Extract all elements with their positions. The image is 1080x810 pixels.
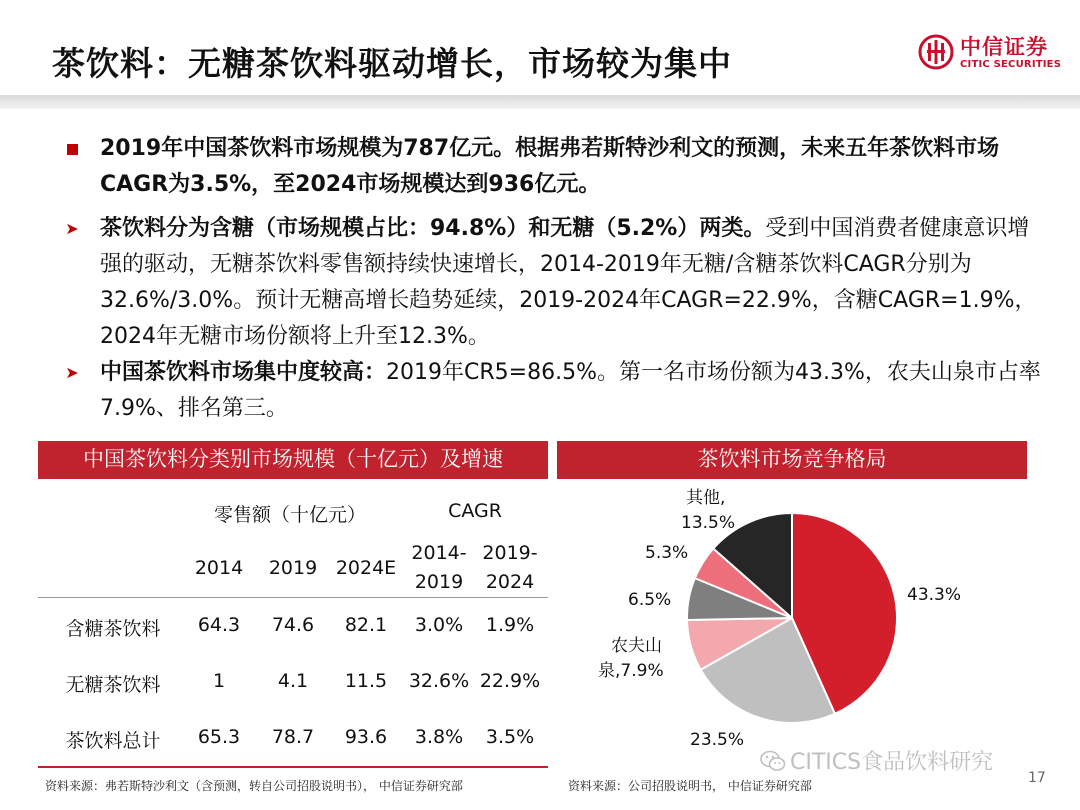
table-cell: 3.8%	[414, 726, 464, 748]
table-cell: 74.6	[271, 614, 315, 636]
table-header-cagr-period: 2019	[414, 571, 464, 593]
table-panel-title: 中国茶饮料分类别市场规模（十亿元）及增速	[38, 441, 548, 477]
table-header-rule	[38, 597, 548, 598]
citic-logo-icon	[918, 34, 954, 70]
table-cell: 1	[212, 670, 226, 692]
table-group-retail: 零售额（十亿元）	[213, 504, 366, 526]
table-header-year: 2014	[194, 557, 244, 579]
header-divider	[0, 95, 1080, 109]
table-header-cagr-period: 2019-	[482, 542, 538, 564]
pie-panel-title: 茶饮料市场竞争格局	[557, 441, 1027, 477]
table-header-year: 2019	[268, 557, 318, 579]
logo-english-name: CITIC SECURITIES	[960, 59, 1062, 70]
table-cell: 22.9%	[479, 670, 541, 692]
arrow-bullet-icon: ➤	[65, 363, 79, 382]
pie-label-nongfu-line1: 农夫山	[611, 636, 662, 656]
pie-label-first: 43.3%	[907, 585, 962, 605]
table-bottom-rule	[38, 766, 548, 768]
table-cell: 11.5	[344, 670, 388, 692]
bullet-3-bold: 中国茶饮料市场集中度较高：	[100, 360, 387, 385]
table-cell: 64.3	[197, 614, 241, 636]
bullet-2-bold: 茶饮料分为含糖（市场规模占比：94.8%）和无糖（5.2%）两类。	[100, 216, 766, 241]
wechat-icon	[760, 748, 786, 774]
table-cell: 3.5%	[485, 726, 535, 748]
table-row-label: 茶饮料总计	[65, 730, 161, 752]
table-cell: 82.1	[344, 614, 388, 636]
table-row-label: 含糖茶饮料	[65, 618, 161, 640]
bullet-1-bold: 2019年中国茶饮料市场规模为787亿元。根据弗若斯特沙利文的预测，未来五年茶饮料市场CAGR为3.5%，至2024市场规模达到936亿元。	[100, 136, 1000, 197]
table-cell: 3.0%	[414, 614, 464, 636]
table-cell: 32.6%	[408, 670, 470, 692]
table-cell: 78.7	[271, 726, 315, 748]
pie-label-second: 23.5%	[690, 730, 745, 750]
bullet-3	[60, 355, 1050, 427]
table-panel-rule	[38, 477, 548, 479]
pie-chart	[640, 500, 920, 740]
table-cell: 93.6	[344, 726, 388, 748]
pie-label-nongfu-line2: 泉,7.9%	[598, 661, 664, 681]
pie-source-note: 资料来源：公司招股说明书， 中信证券研究部	[568, 779, 812, 793]
pie-panel-rule	[557, 477, 1027, 479]
table-group-cagr: CAGR	[448, 500, 502, 522]
arrow-bullet-icon: ➤	[65, 219, 79, 238]
pie-label-fifth: 5.3%	[645, 543, 689, 563]
pie-label-other-line1: 其他,	[686, 488, 726, 508]
logo-chinese-name: 中信证券	[960, 35, 1048, 59]
table-cell: 1.9%	[485, 614, 535, 636]
citic-logo	[918, 31, 1066, 81]
table-row-label: 无糖茶饮料	[65, 674, 161, 696]
table-header-year: 2024E	[335, 557, 397, 579]
slide-header	[0, 0, 1080, 108]
pie-label-other-line2: 13.5%	[681, 513, 736, 533]
table-header-cagr-period: 2014-	[411, 542, 467, 564]
watermark-text: CITICS食品饮料研究	[790, 750, 994, 775]
bullet-3-text: 2019年CR5=86.5%。第一名市场份额为43.3%，农夫山泉市占率7.9%、排名第三。	[100, 360, 1041, 421]
table-cell: 4.1	[277, 670, 309, 692]
slide-title: 茶饮料：无糖茶饮料驱动增长，市场较为集中	[52, 44, 732, 83]
bullet-2	[60, 211, 1050, 355]
bullet-1	[60, 131, 1050, 203]
table-source-note: 资料来源：弗若斯特沙利文（含预测，转自公司招股说明书）， 中信证券研究部	[45, 779, 463, 793]
table-cell: 65.3	[197, 726, 241, 748]
table-header-cagr-period: 2024	[485, 571, 535, 593]
pie-label-fourth: 6.5%	[628, 590, 672, 610]
page-number: 17	[1028, 770, 1046, 786]
bullet-2-text: 受到中国消费者健康意识增强的驱动，无糖茶饮料零售额持续快速增长，2014-2019年无糖/含糖茶饮料CAGR分别为32.6%/3.0%。预计无糖高增长趋势延续，2019-2024年CAGR=22.9%，含糖CAGR=1.9%，2024年无糖市场份额将上升至12.3%。	[100, 216, 1037, 349]
square-bullet-icon	[60, 131, 84, 167]
